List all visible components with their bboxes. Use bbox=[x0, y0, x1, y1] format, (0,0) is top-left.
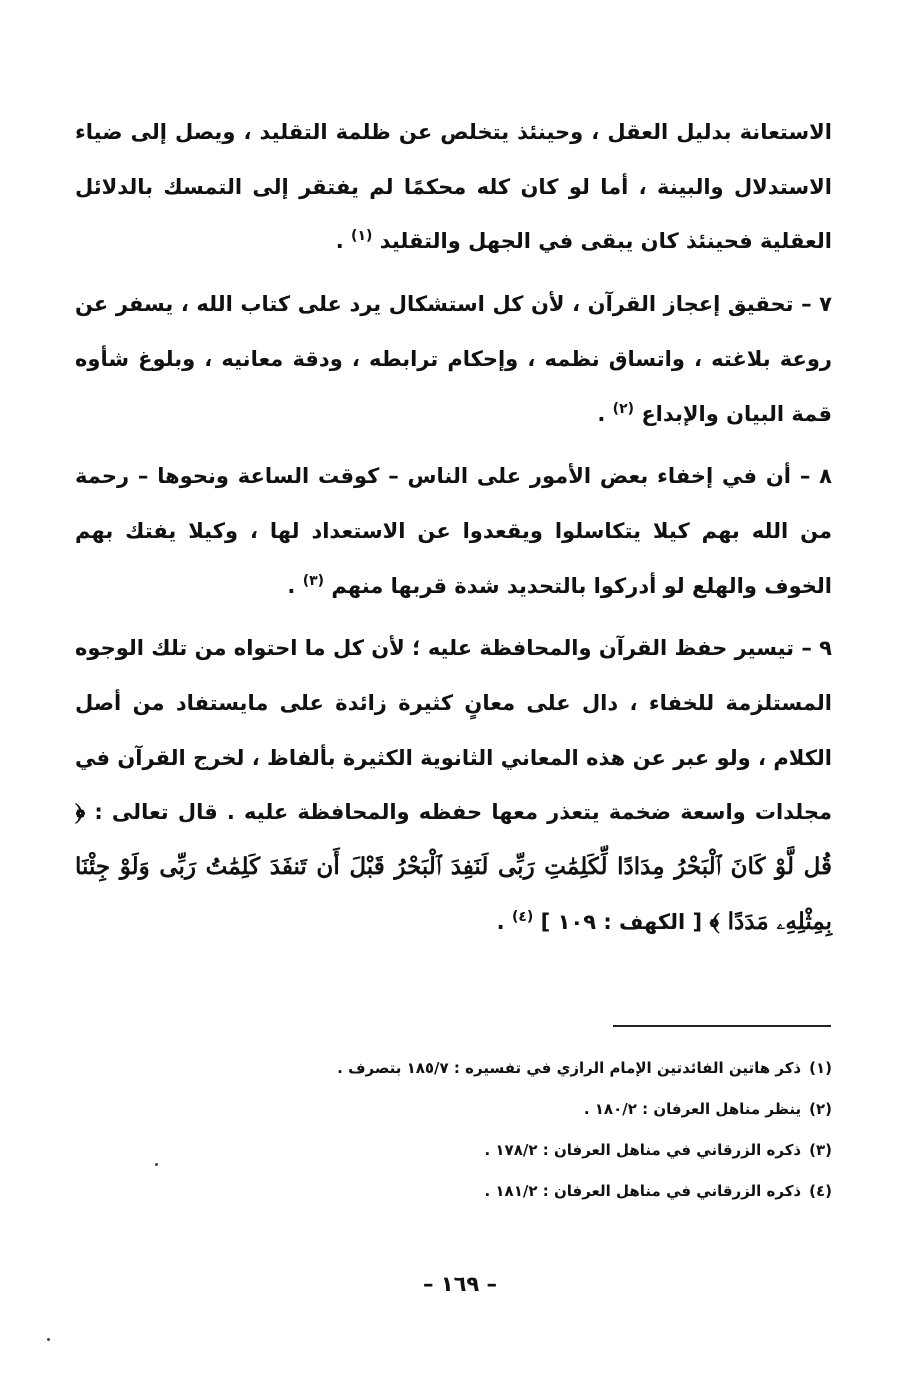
paragraph-9 bbox=[75, 621, 832, 949]
footnote-2 bbox=[300, 1089, 832, 1130]
footnote-ref-2: (٢) bbox=[612, 400, 635, 417]
surah-citation: [ الكهف : ١٠٩ ] bbox=[540, 909, 703, 934]
paragraph-7-end: . bbox=[597, 401, 613, 426]
paragraph-1-end: . bbox=[335, 229, 352, 254]
paragraph-1-text: الاستعانة بدليل العقل ، وحينئذ يتخلص عن ظلمة التقليد ، ويصل إلى ضياء الاستدلال والبينة ، أما لو كان كله محكمًا لم يفتقر إلى التمسك بالدلائل العقلية فحينئذ كان يبقى في الجهل والتقليد bbox=[75, 120, 832, 254]
footnote-text: ذكره الزرقاني في مناهل العرفان : ١٧٨/٢ . bbox=[484, 1141, 802, 1159]
paragraph-8-end: . bbox=[287, 573, 303, 598]
paragraph-7-text: ٧ – تحقيق إعجاز القرآن ، لأن كل استشكال يرد على كتاب الله ، يسفر عن روعة بلاغته ، واتساق نظمه ، وإحكام ترابطه ، ودقة معانيه ، وبلوغ شأوه قمة البيان والإبداع bbox=[75, 292, 832, 426]
paragraph-9-text: ٩ – تيسير حفظ القرآن والمحافظة عليه ؛ لأن كل ما احتواه من تلك الوجوه المستلزمة للخفاء ، دال على معانٍ كثيرة زائدة على مايستفاد من أصل الكلام ، ولو عبر عن هذه المعاني الثانوية الكثيرة بألفاظ ، لخرج القرآن في مجلدات واسعة ضخمة يتعذر معها حفظه والمحافظة عليه . قال تعالى : bbox=[75, 636, 833, 825]
footnote-text: ينظر مناهل العرفان : ١٨٠/٢ . bbox=[583, 1100, 802, 1118]
footnote-ref-1: (١) bbox=[351, 228, 373, 245]
footnote-number: (٤) bbox=[809, 1182, 832, 1200]
page-number: – ١٦٩ – bbox=[422, 1272, 498, 1296]
paragraph-1 bbox=[75, 105, 832, 269]
footnote-4 bbox=[300, 1171, 832, 1212]
paragraph-8 bbox=[75, 449, 832, 613]
footnote-3 bbox=[300, 1130, 832, 1171]
quran-verse: ﴿ قُل لَّوْ كَانَ ٱلْبَحْرُ مِدَادًا لِّكَلِمَٰتِ رَبِّى لَنَفِدَ ٱلْبَحْرُ قَبْلَ أَن تَنفَدَ كَلِمَٰتُ رَبِّى وَلَوْ جِئْنَا بِمِثْلِهِۦ مَدَدًا ﴾ bbox=[75, 798, 832, 935]
scan-speck bbox=[155, 1163, 158, 1166]
paragraph-8-text: ٨ – أن في إخفاء بعض الأمور على الناس – كوقت الساعة ونحوها – رحمة من الله بهم كيلا يتكاسلوا ويقعدوا عن الاستعداد لها ، وكيلا يفتك بهم الخوف والهلع لو أدركوا بالتحديد شدة قربها منهم bbox=[75, 464, 832, 598]
footnote-separator bbox=[613, 1025, 831, 1027]
footnote-ref-4: (٤) bbox=[511, 908, 534, 925]
main-text bbox=[75, 105, 832, 950]
scan-speck bbox=[47, 1338, 50, 1341]
footnote-number: (١) bbox=[809, 1059, 832, 1077]
footnote-number: (٢) bbox=[809, 1100, 832, 1118]
footnote-text: ذكر هاتين الفائدتين الإمام الرازي في تفسيره : ١٨٥/٧ بتصرف . bbox=[337, 1059, 802, 1077]
footnote-ref-3: (٣) bbox=[302, 572, 325, 589]
paragraph-7 bbox=[75, 277, 832, 441]
footnote-number: (٣) bbox=[809, 1141, 832, 1159]
footnotes bbox=[300, 1048, 832, 1212]
footnote-1 bbox=[300, 1048, 832, 1089]
footnote-text: ذكره الزرقاني في مناهل العرفان : ١٨١/٢ . bbox=[484, 1182, 802, 1200]
paragraph-9-end: . bbox=[496, 909, 512, 934]
